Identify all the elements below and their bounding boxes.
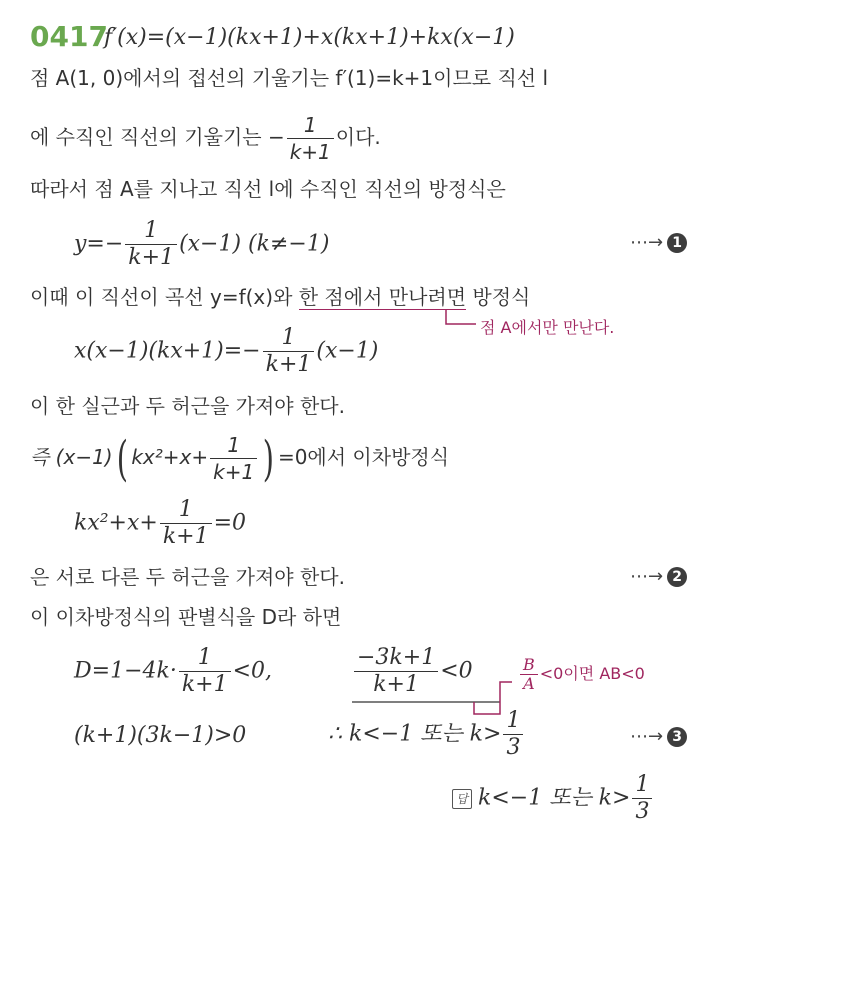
intersection-condition-line: 이때 이 직선이 곡선 y=f(x)와 한 점에서 만나려면 방정식 (30, 285, 531, 309)
equation-2: x(x−1)(kx+1)=− $\frac{1}{k+1}$ (x−1) (74, 325, 379, 377)
roots-condition-line: 이 한 실근과 두 허근을 가져야 한다. (30, 394, 345, 418)
tangent-slope-text: 점 A(1, 0)에서의 접선의 기울기는 f′(1)=k+1이므로 직선 l (30, 66, 549, 90)
note1-bracket (440, 310, 480, 330)
underlined-condition: 한 점에서 만나려면 (298, 285, 467, 309)
answer-icon: 답 (452, 789, 472, 809)
factored-equation-line: 즉 (x−1)( kx²+x+ $\frac{1}{k+1}$ ) =0에서 이차방정식 (30, 430, 450, 487)
note-sign-rule: $\frac{B}{A}$ <0이면 AB<0 (518, 656, 645, 693)
equation-4b: $\frac{-3k+1}{k+1}$ <0 (352, 645, 473, 698)
equation-5a: (k+1)(3k−1)>0 (74, 723, 247, 748)
discriminant-intro: 이 이차방정식의 판별식을 D라 하면 (30, 605, 342, 629)
problem-number: 0417 (30, 20, 108, 53)
marker-1: ⋯→ 1 (630, 232, 687, 253)
equation-3: kx²+x+ $\frac{1}{k+1}$ =0 (74, 497, 247, 549)
fraction-1-over-k1: $\frac{1}{k+1}$ (287, 112, 334, 165)
note-only-at-A: 점 A에서만 만난다. (480, 318, 615, 337)
line-equation-intro: 따라서 점 A를 지나고 직선 l에 수직인 직선의 방정식은 (30, 177, 506, 201)
marker-3: ⋯→ 3 (630, 726, 687, 747)
equation-5b: ∴ k<−1 또는 k> $\frac{1}{3}$ (328, 708, 525, 761)
distinct-imag-roots-line: 은 서로 다른 두 허근을 가져야 한다. (30, 565, 345, 589)
equation-1: y=− $\frac{1}{k+1}$ (x−1) (k≠−1) (74, 218, 330, 270)
answer: 답 k<−1 또는 k> $\frac{1}{3}$ (452, 772, 654, 825)
derivative-line: f′(x)=(x−1)(kx+1)+x(kx+1)+kx(x−1) (104, 25, 515, 50)
marker-2: ⋯→ 2 (630, 566, 687, 587)
equation-4a: D=1−4k· $\frac{1}{k+1}$ <0, (74, 645, 273, 697)
perp-slope-line: 에 수직인 직선의 기울기는 − $\frac{1}{k+1}$ 이다. (30, 113, 381, 164)
